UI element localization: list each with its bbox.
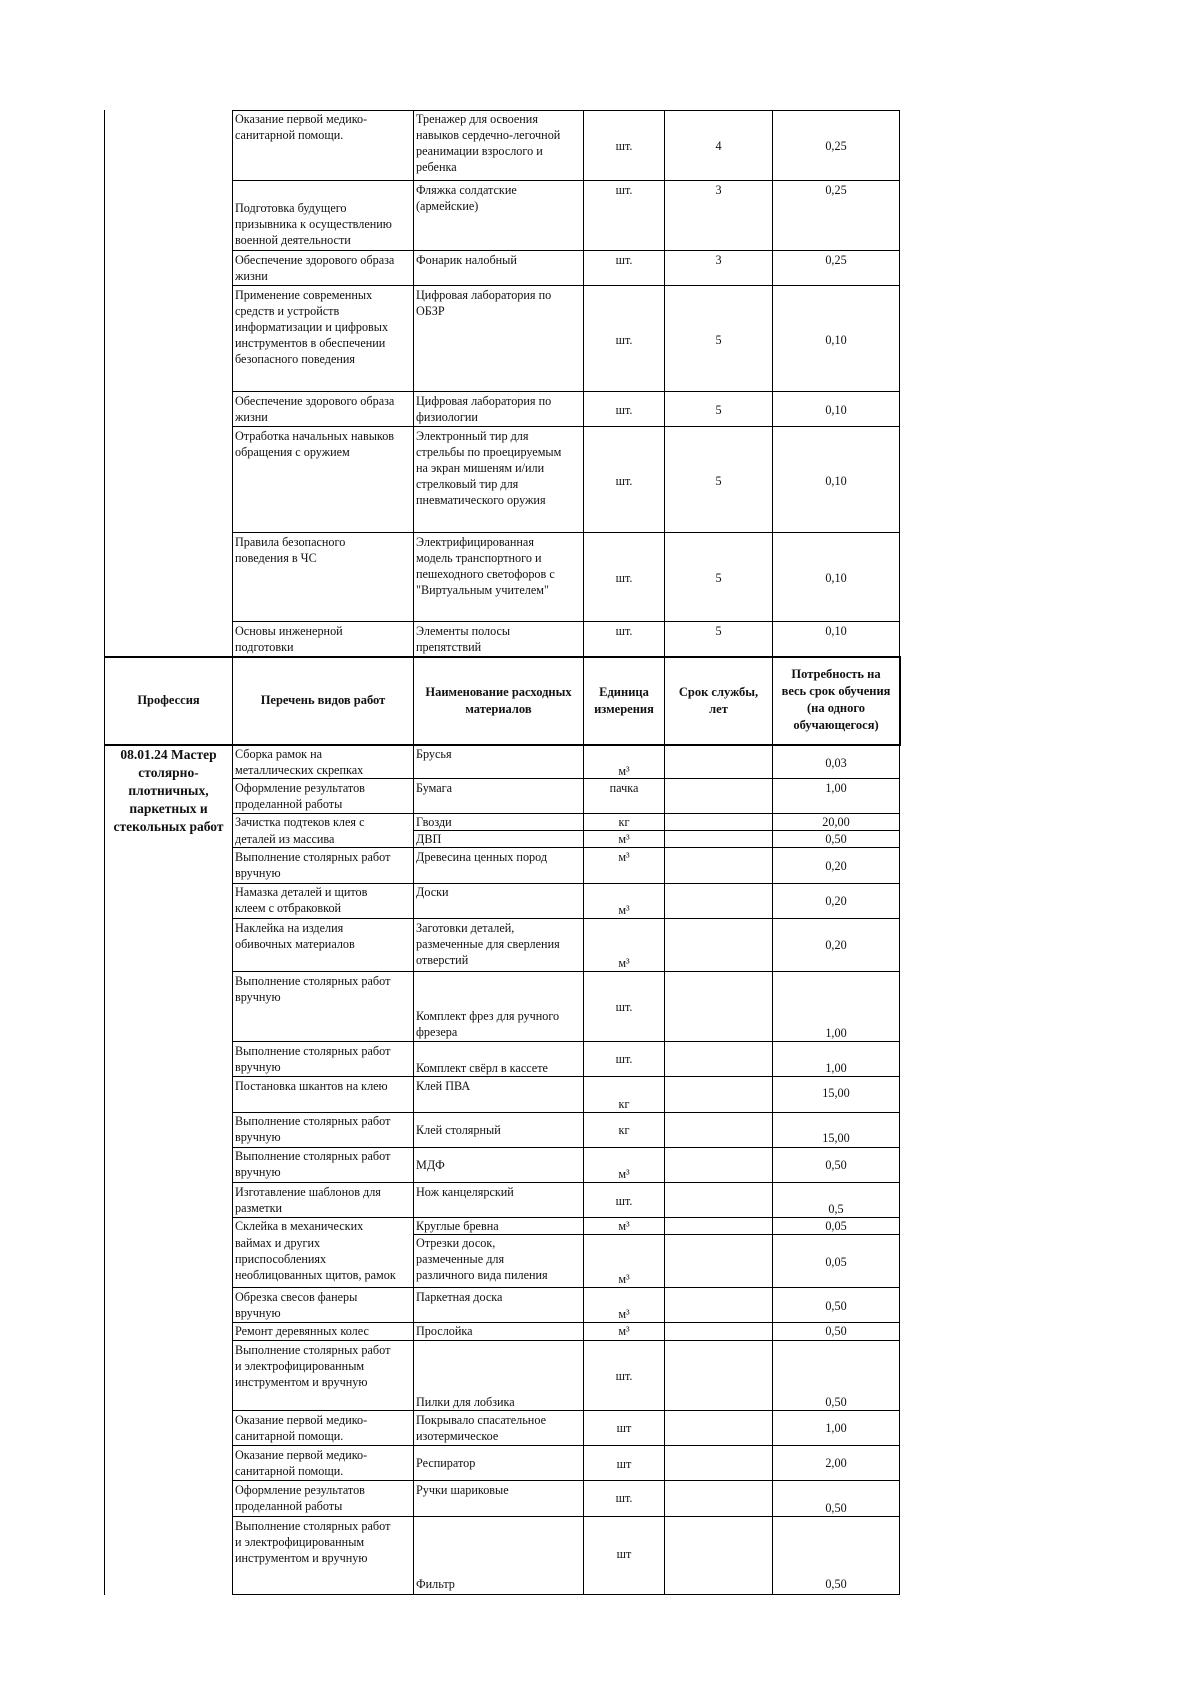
table-cell: шт. <box>615 1194 633 1208</box>
table-cell: шт. <box>615 1000 633 1014</box>
table-cell: 0,50 <box>825 1158 847 1172</box>
table-cell: м³ <box>618 956 630 970</box>
table-cell: 4 <box>715 139 722 153</box>
table-cell: Выполнение столярных работ и электрофицированным инструментом и вручную <box>235 1519 391 1565</box>
table-cell: Применение современных средств и устройств информатизации и цифровых инструментов в обеспечении безопасного поведения <box>235 288 389 366</box>
table-cell: 0,20 <box>825 938 847 952</box>
table-cell: 3 <box>715 183 722 197</box>
table-cell: 0,05 <box>825 1255 847 1269</box>
table-cell: Выполнение столярных работ вручную <box>235 974 391 1004</box>
table-cell: шт <box>616 1547 632 1561</box>
table-cell: Фонарик налобный <box>416 253 517 267</box>
table-cell: м³ <box>618 764 630 778</box>
table-cell: шт. <box>615 333 633 347</box>
table-cell: 5 <box>715 571 722 585</box>
table-cell: 0,10 <box>825 474 847 488</box>
table-cell: шт. <box>615 624 633 638</box>
table-cell: Покрывало спасательное изотермическое <box>416 1413 546 1443</box>
table-cell: Оформление результатов проделанной работы <box>235 781 365 811</box>
header-profession: Профессия <box>137 693 200 707</box>
table-cell: Основы инженерной подготовки <box>235 624 343 654</box>
table-cell: Обрезка свесов фанеры вручную <box>235 1290 358 1320</box>
table-cell: деталей из массива <box>235 832 335 846</box>
table-cell: Выполнение столярных работ вручную <box>235 1044 391 1074</box>
table-cell: ДВП <box>416 832 442 846</box>
table-cell: Комплект свёрл в кассете <box>416 1061 548 1075</box>
table-cell: Склейка в механических <box>235 1219 364 1233</box>
table-cell: м³ <box>618 832 630 846</box>
table-cell: Комплект фрез для ручного фрезера <box>416 1009 560 1039</box>
table-cell: Нож канцелярский <box>416 1185 514 1199</box>
table-cell: кг <box>618 815 630 829</box>
table-cell: 15,00 <box>822 1086 850 1100</box>
table-cell: Оказание первой медико- санитарной помощи. <box>235 112 368 142</box>
table-cell: 0,50 <box>825 1501 847 1515</box>
table-cell: 5 <box>715 624 722 638</box>
table-cell: 0,50 <box>825 1577 847 1591</box>
table-cell: Брусья <box>416 747 452 761</box>
profession-name: 08.01.24 Мастер столярно- плотничных, паркетных и стекольных работ <box>113 747 224 834</box>
table-cell: шт <box>616 1421 632 1435</box>
table-cell: 0,50 <box>825 1395 847 1409</box>
table-cell: пачка <box>609 781 639 795</box>
table-cell: 2,00 <box>825 1456 847 1470</box>
table-cell: Выполнение столярных работ и электрофицированным инструментом и вручную <box>235 1343 391 1389</box>
table-cell: Постановка шкантов на клею <box>235 1079 388 1093</box>
table-cell: м³ <box>618 1307 630 1321</box>
table-cell: Оформление результатов проделанной работы <box>235 1483 365 1513</box>
table-cell: Выполнение столярных работ вручную <box>235 1149 391 1179</box>
table-cell: Элементы полосы препятствий <box>416 624 511 654</box>
table-cell: Цифровая лаборатория по физиологии <box>416 394 552 424</box>
header-unit: Единица измерения <box>594 685 654 716</box>
table-cell: Паркетная доска <box>416 1290 503 1304</box>
table-cell: шт. <box>615 1491 633 1505</box>
table-cell: кг <box>618 1123 630 1137</box>
table-cell: Отрезки досок, размеченные для различного вида пиления <box>416 1236 548 1282</box>
table-cell: шт. <box>615 139 633 153</box>
table-cell: Тренажер для освоения навыков сердечно-легочной реанимации взрослого и ребенка <box>416 112 561 174</box>
header-materials: Наименование расходных материалов <box>425 685 572 716</box>
table-cell: Оказание первой медико- санитарной помощи. <box>235 1413 368 1443</box>
table-cell: 0,25 <box>825 253 847 267</box>
table-cell: шт. <box>615 1369 633 1383</box>
table-cell: 0,5 <box>828 1202 844 1216</box>
table-cell: Клей ПВА <box>416 1079 471 1093</box>
table-cell: Оказание первой медико- санитарной помощи. <box>235 1448 368 1478</box>
table-cell: шт. <box>615 253 633 267</box>
table-cell: Доски <box>416 885 449 899</box>
table-cell: Фляжка солдатские (армейские) <box>416 183 517 213</box>
table-cell: шт. <box>615 1052 633 1066</box>
table-cell: Подготовка будущего призывника к осуществлению военной деятельности <box>235 201 392 247</box>
table-cell: Обеспечение здорового образа жизни <box>235 253 395 283</box>
table-cell: Обеспечение здорового образа жизни <box>235 394 395 424</box>
table-cell: Бумага <box>416 781 453 795</box>
table-cell: м³ <box>618 903 630 917</box>
table-cell: 0,10 <box>825 333 847 347</box>
table-cell: Выполнение столярных работ вручную <box>235 850 391 880</box>
table-cell: 3 <box>715 253 722 267</box>
table-cell: м³ <box>618 1219 630 1233</box>
table-cell: 0,25 <box>825 139 847 153</box>
table-cell: ваймах и других приспособлениях необлицованных щитов, рамок <box>235 1236 396 1282</box>
table-cell: 0,10 <box>825 624 847 638</box>
table-cell: 1,00 <box>825 1061 847 1075</box>
table-cell: Круглые бревна <box>416 1219 499 1233</box>
table-cell: 5 <box>715 403 722 417</box>
table-cell: Ремонт деревянных колес <box>235 1324 369 1338</box>
table-cell: Респиратор <box>416 1456 476 1470</box>
table-cell: шт <box>616 1457 632 1471</box>
table-cell: Прослойка <box>416 1324 473 1338</box>
table-cell: Намазка деталей и щитов клеем с отбраковкой <box>235 885 368 915</box>
table-cell: 20,00 <box>822 815 850 829</box>
table-cell: 1,00 <box>825 1421 847 1435</box>
table-cell: Наклейка на изделия обивочных материалов <box>235 921 355 951</box>
table-cell: Заготовки деталей, размеченные для сверления отверстий <box>416 921 560 967</box>
header-life: Срок службы, лет <box>678 685 759 716</box>
table-cell: Электрифицированная модель транспортного и пешеходного светофоров с "Виртуальным учителем" <box>416 535 555 597</box>
table-cell: 0,20 <box>825 894 847 908</box>
table-cell: Цифровая лаборатория по ОБЗР <box>416 288 552 318</box>
table-cell: Изготавление шаблонов для разметки <box>235 1185 381 1215</box>
table-cell: 5 <box>715 333 722 347</box>
table-cell: 0,05 <box>825 1219 847 1233</box>
table-cell: кг <box>618 1097 630 1111</box>
table-cell: Отработка начальных навыков обращения с оружием <box>235 429 395 459</box>
table-cell: 0,25 <box>825 183 847 197</box>
table-cell: Древесина ценных пород <box>416 850 548 864</box>
table-cell: м³ <box>618 1167 630 1181</box>
table-cell: Зачистка подтеков клея с <box>235 815 365 829</box>
table-cell: м³ <box>618 1272 630 1286</box>
table-cell: 0,10 <box>825 403 847 417</box>
header-need: Потребность на весь срок обучения (на одного обучающегося) <box>781 667 891 732</box>
table-cell: 0,10 <box>825 571 847 585</box>
table-cell: шт. <box>615 403 633 417</box>
table-cell: 1,00 <box>825 781 847 795</box>
table-cell: Выполнение столярных работ вручную <box>235 1114 391 1144</box>
table-cell: 15,00 <box>822 1131 850 1145</box>
table-cell: 0,50 <box>825 1324 847 1338</box>
table-cell: 0,20 <box>825 859 847 873</box>
table-cell: м³ <box>618 850 630 864</box>
table-cell: Гвозди <box>416 815 452 829</box>
table-cell: 0,03 <box>825 756 847 770</box>
table-cell: Правила безопасного поведения в ЧС <box>235 535 346 565</box>
table-cell: 1,00 <box>825 1026 847 1040</box>
table-cell: Клей столярный <box>416 1123 501 1137</box>
table-cell: шт. <box>615 571 633 585</box>
table-cell: 0,50 <box>825 1299 847 1313</box>
table-cell: м³ <box>618 1324 630 1338</box>
table-cell: Ручки шариковые <box>416 1483 509 1497</box>
table-cell: шт. <box>615 183 633 197</box>
table-cell: Фильтр <box>416 1577 455 1591</box>
table-cell: 5 <box>715 474 722 488</box>
table-cell: Электронный тир для стрельбы по проецируемым на экран мишеням и/или стрелковый тир для пневматического оружия <box>416 429 562 507</box>
table-cell: МДФ <box>416 1158 445 1172</box>
table-cell: Пилки для лобзика <box>416 1395 515 1409</box>
header-works: Перечень видов работ <box>260 693 386 707</box>
table-cell: Сборка рамок на металлических скрепках <box>235 747 364 777</box>
table-cell: шт. <box>615 474 633 488</box>
table-cell: 0,50 <box>825 832 847 846</box>
